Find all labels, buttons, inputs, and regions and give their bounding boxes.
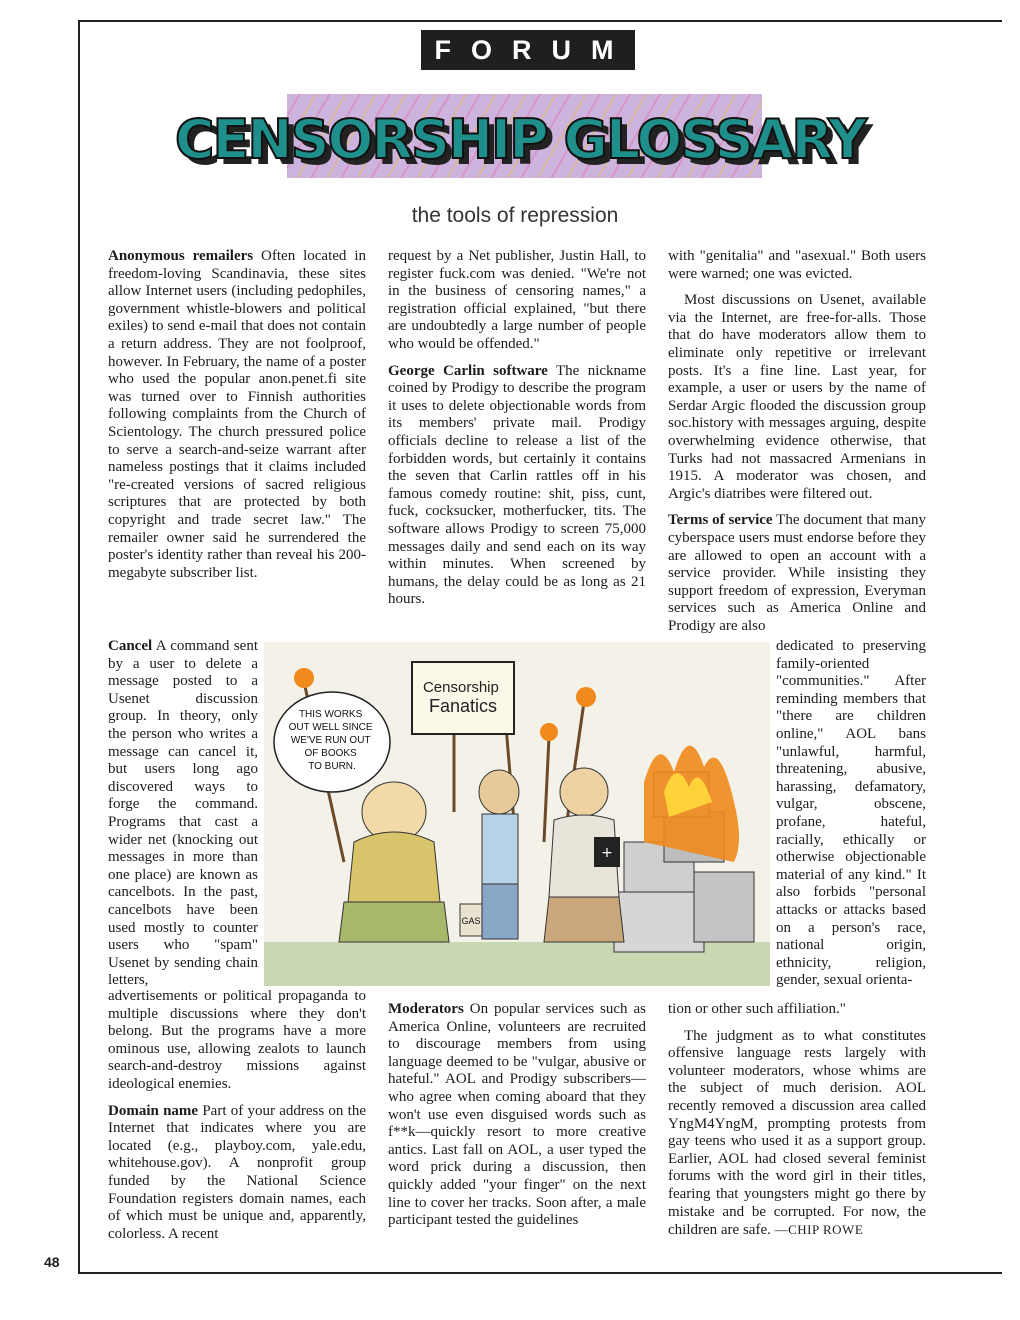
section-label: FORUM	[421, 30, 635, 70]
entry-text: A command sent by a user to delete a message posted to a Usenet discussion group. In theory, only the person who writes a message can cancel it, but users long ago discovered ways to forge the command. Programs that cast a wider net (knocking out messages in more than one place) are known as cancelbots. In the past, cancelbots have been used mostly to counter users who "spam" Usenet by sending chain letters,	[108, 638, 258, 989]
entry-text: On popular services such as America Online, volunteers are recruited to discourage members from using language deemed to be "vulgar, abusive or hateful." AOL and Prodigy subscribers—who agree when coming aboard that they won't use even disguised words such as f**k—quickly resort to more creative antics. Last fall on AOL, a user typed the word prick during a discussion, then quickly added "your finger" on the next line to cover her tracks. Soon after, a male participant tested the guidelines	[388, 1001, 646, 1229]
column-1-top	[108, 248, 366, 591]
entry-terms-end: tion or other such affiliation."	[668, 1001, 846, 1017]
bubble-line-4: OF BOOKS	[304, 748, 357, 759]
entry-text: Often located in freedom-loving Scandinavia, these sites allow Internet users (including pedophiles, government whistle-blowers and political exiles) to send e-mail that does not contain a return address. They are not foolproof, however. In February, the name of a poster who used the popular anon.penet.fi site was turned over to Finnish authorities following complaints from the Church of Scientology. The church pressured police to serve a search-and-seize warrant after nameless postings that it claims included "re-created versions of sacred religious scriptures that are protected by both copyright and trade secret law." The remailer owner said he surrendered the poster's identity rather than reveal his 200-megabyte subscriber list.	[108, 248, 366, 581]
entry-text: The nickname coined by Prodigy to describe the program it uses to delete objectionable words from its members' private mail. Prodigy officials decline to release a list of the forbidden words, but certainly it contains the seven that Carlin rattles off in his famous comedy routine: shit, piss, cunt, fuck, cocksucker, motherfucker, tits. The software allows Prodigy to screen 75,000 messages daily and send each on its way within minutes. When screened by humans, the delay could be as long as 21 hours.	[388, 362, 646, 608]
entry-terms-continued: dedicated to preserving family-oriented "communities." After reminding members that "there are children online," AOL bans "unlawful, harmful, threatening, abusive, harassing, defamatory, vulgar, obscene, profane, hateful, racially, ethically or otherwise objectionable material of any kind." It also forbids "personal attacks or attacks based on a person's race, national origin, ethnicity, religion, gender, sexual orienta-	[776, 638, 926, 989]
svg-text:+: +	[601, 845, 613, 861]
column-2-bottom	[388, 1001, 646, 1239]
entry-term: Moderators	[388, 1001, 464, 1017]
paragraph-text: The judgment as to what constitutes offensive language rests largely with volunteer moderators, whose whims are the subject of much derision. AOL recently removed a discussion area called YngM4YngM, prompting protests from gay teens who used it as a support group. Earlier, AOL had closed several feminist forums with the word girl in their titles, fearing that youngsters might go there by mistake and be corrupted. For now, the children are safe.	[668, 1027, 926, 1239]
bubble-line-3: WE'VE RUN OUT	[290, 735, 371, 746]
paragraph-judgment	[668, 1028, 926, 1240]
gas-can-label: GAS	[461, 916, 481, 926]
entry-term: George Carlin software	[388, 362, 548, 379]
column-3-top	[668, 248, 926, 644]
entry-terms-of-service	[668, 512, 926, 635]
column-3-wrap	[776, 638, 926, 999]
entry-cancel-continued: advertisements or political propaganda to multiple discussions where they don't belong. But the programs have a more ominous use, allowing zealots to launch search-and-destroy missions against ideological enemies.	[108, 988, 366, 1092]
entry-cancel	[108, 638, 258, 990]
entry-anonymous-remailers	[108, 248, 366, 582]
entry-text: The document that many cyberspace users must endorse before they are allowed to open an account with a service provider. While insisting they support freedom of expression, Everyman services such as America Online and Prodigy are also	[668, 512, 926, 634]
sign-line-1: Censorship	[422, 679, 499, 696]
entry-domain-name	[108, 1103, 366, 1244]
page-subtitle: the tools of repression	[411, 204, 619, 227]
entry-term: Cancel	[108, 638, 153, 654]
entry-moderators-continued: with "genitalia" and "asexual." Both users were warned; one was evicted.	[668, 248, 926, 282]
column-1-wrap	[108, 638, 258, 999]
sign-line-2: Fanatics	[428, 696, 498, 716]
entry-term: Anonymous remailers	[108, 248, 254, 264]
cartoon-figures	[339, 768, 624, 942]
column-2-top	[388, 248, 646, 618]
entry-term: Domain name	[108, 1102, 199, 1119]
bubble-line-2: OUT WELL SINCE	[288, 722, 373, 733]
entry-moderators	[388, 1001, 646, 1230]
entry-text: Part of your address on the Internet that indicates where you are located (e.g., playboy.com, yale.edu, whitehouse.gov). A nonprofit group funded by the National Science Foundation registers domain names, each of which must be unique and, apparently, colorless. A recent	[108, 1102, 366, 1242]
column-3-bottom	[668, 1001, 926, 1249]
speech-bubble	[274, 692, 390, 792]
page-number: 48	[44, 1254, 60, 1270]
author-signature: —CHIP ROWE	[774, 1222, 864, 1238]
bubble-line-1: THIS WORKS	[298, 709, 363, 720]
entry-domain-continued: request by a Net publisher, Justin Hall, to register fuck.com was denied. "We're not in the business of censoring names," a registration official explained, "but there are undoubtedly a large number of people who would be offended."	[388, 248, 646, 352]
cartoon-illustration	[264, 642, 770, 986]
entry-term: Terms of service	[668, 512, 773, 529]
column-1-bottom	[108, 988, 366, 1252]
entry-george-carlin-software	[388, 363, 646, 609]
bubble-line-5: TO BURN.	[308, 761, 356, 772]
page-title: CENSORSHIP GLOSSARY	[174, 108, 866, 171]
sign-text	[423, 679, 503, 716]
paragraph-usenet: Most discussions on Usenet, available via the Internet, are free-for-alls. Those that do have moderators allow them to eliminate only repetitive or irrelevant posts. It's a fine line. Last year, for example, a user or users by the name of Serdar Argic flooded the discussion group soc.history with messages arguing, despite overwhelming evidence otherwise, that Turks had not massacred Armenians in 1915. A moderator was chosen, and Argic's diatribes were filtered out.	[668, 292, 926, 502]
